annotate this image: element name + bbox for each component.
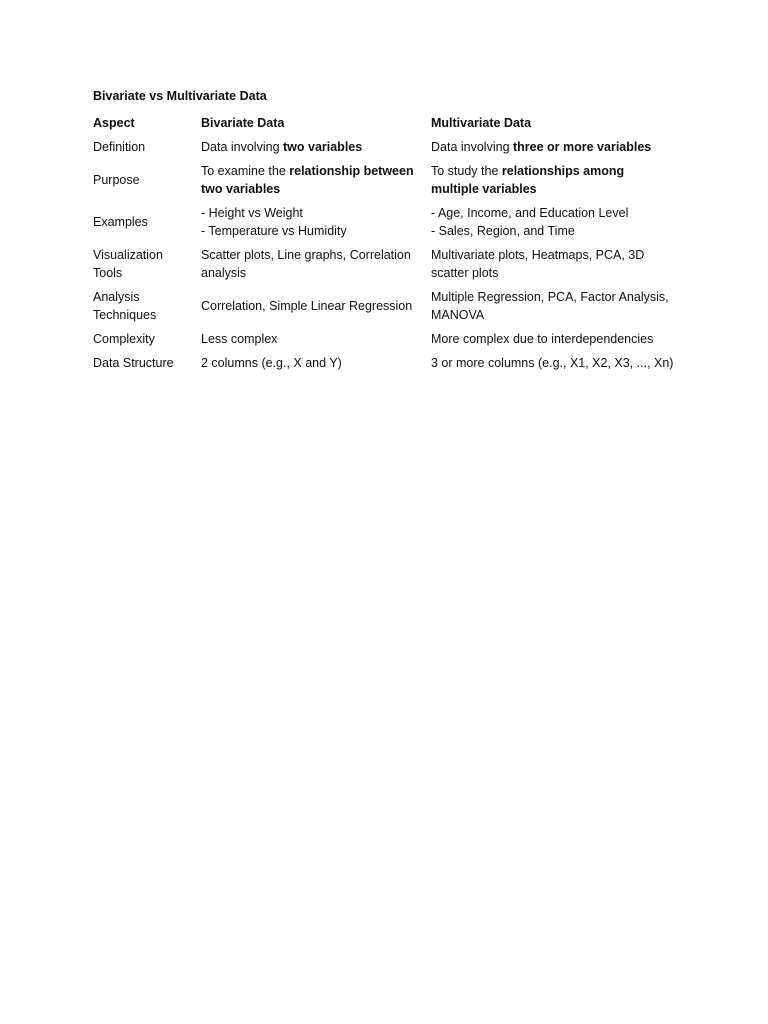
table-row — [88, 135, 680, 159]
bivariate-cell: 2 columns (e.g., X and Y) — [201, 356, 342, 370]
bivariate-cell — [196, 201, 426, 243]
bivariate-cell: Scatter plots, Line graphs, Correlation analysis — [201, 248, 411, 280]
comparison-table — [88, 111, 680, 375]
bivariate-cell — [196, 135, 426, 159]
multivariate-cell — [426, 135, 680, 159]
header-aspect: Aspect — [93, 116, 135, 130]
table-row — [88, 243, 680, 285]
cell-text: Data involving — [431, 140, 513, 154]
header-bivariate: Bivariate Data — [201, 116, 285, 130]
multivariate-cell: More complex due to interdependencies — [431, 332, 654, 346]
table-row — [88, 159, 680, 201]
example-line: - Height vs Weight — [201, 206, 303, 220]
cell-emphasis: two variables — [283, 140, 363, 154]
example-line: - Sales, Region, and Time — [431, 224, 575, 238]
bivariate-cell: Correlation, Simple Linear Regression — [201, 299, 413, 313]
multivariate-cell: Multiple Regression, PCA, Factor Analysis, MANOVA — [431, 290, 669, 322]
row-aspect: Purpose — [93, 173, 140, 187]
cell-emphasis: relationships among multiple variables — [431, 164, 625, 196]
document-title: Bivariate vs Multivariate Data — [93, 89, 267, 103]
table-row — [88, 285, 680, 327]
multivariate-cell: 3 or more columns (e.g., X1, X2, X3, ..., Xn) — [431, 356, 674, 370]
cell-emphasis: three or more variables — [513, 140, 652, 154]
multivariate-cell — [426, 159, 680, 201]
row-aspect: Definition — [93, 140, 146, 154]
table-row — [88, 351, 680, 375]
row-aspect: Examples — [93, 215, 148, 229]
row-aspect: Data Structure — [93, 356, 174, 370]
bivariate-cell: Less complex — [201, 332, 278, 346]
multivariate-cell — [426, 201, 680, 243]
table-header-row — [88, 111, 680, 135]
cell-text: To study the — [431, 164, 502, 178]
cell-text: Data involving — [201, 140, 283, 154]
row-aspect: Visualization Tools — [93, 248, 163, 280]
table-row — [88, 201, 680, 243]
multivariate-cell: Multivariate plots, Heatmaps, PCA, 3D scatter plots — [431, 248, 645, 280]
row-aspect: Analysis Techniques — [93, 290, 157, 322]
header-multivariate: Multivariate Data — [431, 116, 532, 130]
example-line: - Age, Income, and Education Level — [431, 206, 629, 220]
cell-text: To examine the — [201, 164, 290, 178]
bivariate-cell — [196, 159, 426, 201]
table-row — [88, 327, 680, 351]
example-line: - Temperature vs Humidity — [201, 224, 347, 238]
cell-emphasis: relationship between two variables — [201, 164, 414, 196]
row-aspect: Complexity — [93, 332, 155, 346]
